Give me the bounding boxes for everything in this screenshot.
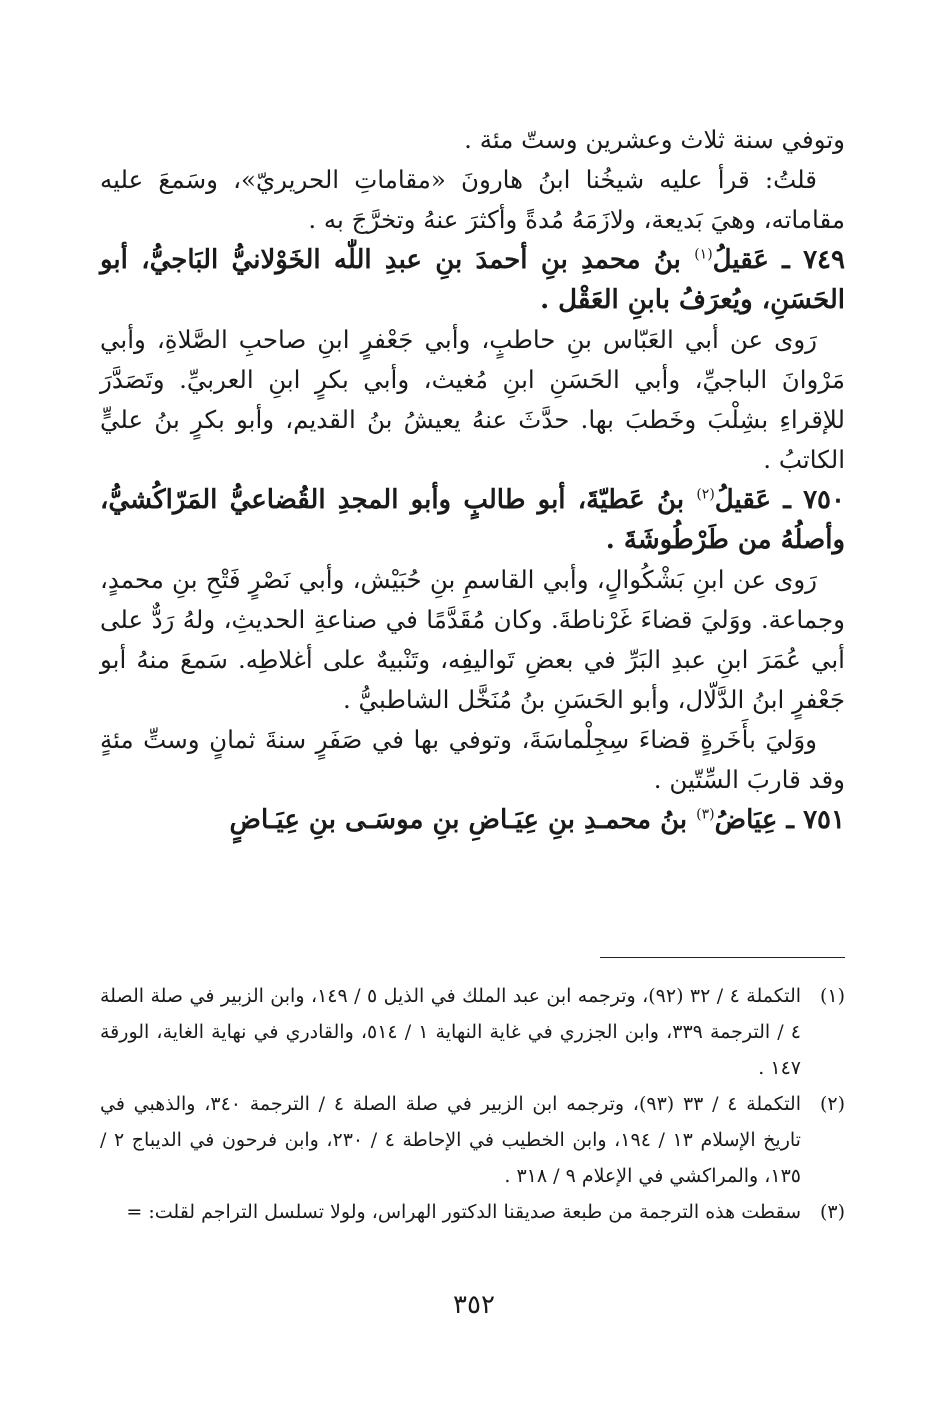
footnote-number: (٢) <box>819 1093 845 1115</box>
entry-heading <box>100 800 845 840</box>
entry-number: ٧٥١ ـ <box>786 805 845 835</box>
footnote-ref: (٢) <box>696 486 715 503</box>
footnote <box>100 1086 845 1194</box>
paragraph: رَوى عن ابنِ بَشْكُوالٍ، وأبي القاسمِ بنِ حُبَيْش، وأبي نَصْرٍ فَتْحِ بنِ محمدٍ، وجماعة. ووَليَ قضاءَ غَرْناطةَ. وكان مُقَدَّمًا في صناعةِ الحديثِ، ولهُ رَدٌّ على أبي عُمَرَ ابنِ عبدِ البَرِّ في بعضِ تَواليفِه، وتَنْبيهٌ على أغلاطِه. سَمعَ منهُ أبو جَعْفرٍ ابنُ الدَّلّال، وأبو الحَسَنِ بنُ مُنَخَّل الشاطبيُّ . <box>100 565 845 714</box>
footnote-text: سقطت هذه الترجمة من طبعة صديقنا الدكتور الهراس، ولولا تسلسل التراجم لقلت: = <box>126 1201 801 1223</box>
footnote <box>100 978 845 1086</box>
footnote-text: التكملة ٤ / ٣٢ (٩٢)، وترجمه ابن عبد الملك في الذيل ٥ / ١٤٩، وابن الزبير في صلة الصلة ٤ / الترجمة ٣٣٩، وابن الجزري في غاية النهاية ١ / ٥١٤، والقادري في نهاية الغاية، الورقة ١٤٧ . <box>100 985 802 1079</box>
footnote <box>100 1194 845 1230</box>
paragraph: وتوفي سنة ثلاث وعشرين وستّ مئة . <box>464 125 845 154</box>
entry-number: ٧٤٩ ـ <box>782 245 845 275</box>
paragraph: ووَليَ بأَخَرةٍ قضاءَ سِجِلْماسَةَ، وتوفي بها في صَفَرٍ سنةَ ثمانٍ وستِّ مئةٍ وقد قاربَ السِّتّين . <box>100 725 845 794</box>
footnote-ref: (١) <box>694 246 713 263</box>
main-text <box>100 120 845 840</box>
entry-name: عَقيلُ <box>714 485 771 515</box>
entry-heading <box>100 480 845 560</box>
footnote-text: التكملة ٤ / ٣٣ (٩٣)، وترجمه ابن الزبير في صلة الصلة ٤ / الترجمة ٣٤٠، والذهبي في تاريخ الإسلام ١٣ / ١٩٤، وابن الخطيب في الإحاطة ٤ / ٢٣٠، وابن فرحون في الديباج ٢ / ١٣٥، والمراكشي في الإعلام ٩ / ٣١٨ . <box>100 1093 802 1187</box>
footnote-divider <box>600 957 845 958</box>
page-number: ٣٥٢ <box>453 1290 495 1320</box>
footnotes <box>100 978 845 1230</box>
paragraph: قلتُ: قرأ عليه شيخُنا ابنُ هارونَ «مقاماتِ الحريريّ»، وسَمعَ عليه مقاماته، وهيَ بَديعة، ولازَمَهُ مُدةً وأكثرَ عنهُ وتخرَّجَ به . <box>100 165 845 234</box>
entry-name: عِيَاضُ <box>714 805 778 835</box>
footnote-ref: (٣) <box>696 806 715 823</box>
page-body <box>100 120 845 840</box>
entry-heading <box>100 240 845 320</box>
entry-title: بنُ محمـدِ بنِ عِيَـاضِ بنِ موسَـى بنِ عِيَـاضٍ <box>229 805 688 835</box>
entry-number: ٧٥٠ ـ <box>783 485 845 515</box>
paragraph: رَوى عن أبي العَبّاس بنِ حاطبٍ، وأبي جَعْفرٍ ابنِ صاحبِ الصَّلاةِ، وأبي مَرْوانَ الباجيِّ، وأبي الحَسَنِ ابنِ مُغيث، وأبي بكرٍ ابنِ العربيِّ. وتَصَدَّرَ للإقراءِ بشِلْبَ وخَطبَ بها. حدَّثَ عنهُ يعيشُ بنُ القديم، وأبو بكرٍ بنُ عليٍّ الكاتبُ . <box>100 325 845 474</box>
entry-title: بنُ محمدِ بنِ أحمدَ بنِ عبدِ اللّٰه الخَوْلانيُّ البَاجيُّ، أبو الحَسَنِ، ويُعرَفُ بابنِ العَقْل . <box>100 245 845 315</box>
entry-title: بنُ عَطيّةَ، أبو طالبٍ وأبو المجدِ القُضاعيُّ المَرّاكُشيُّ، وأصلُهُ من طَرْطُوشَةَ . <box>100 485 845 555</box>
footnote-number: (١) <box>819 985 845 1007</box>
footnote-number: (٣) <box>819 1201 845 1223</box>
entry-name: عَقيلُ <box>712 245 769 275</box>
